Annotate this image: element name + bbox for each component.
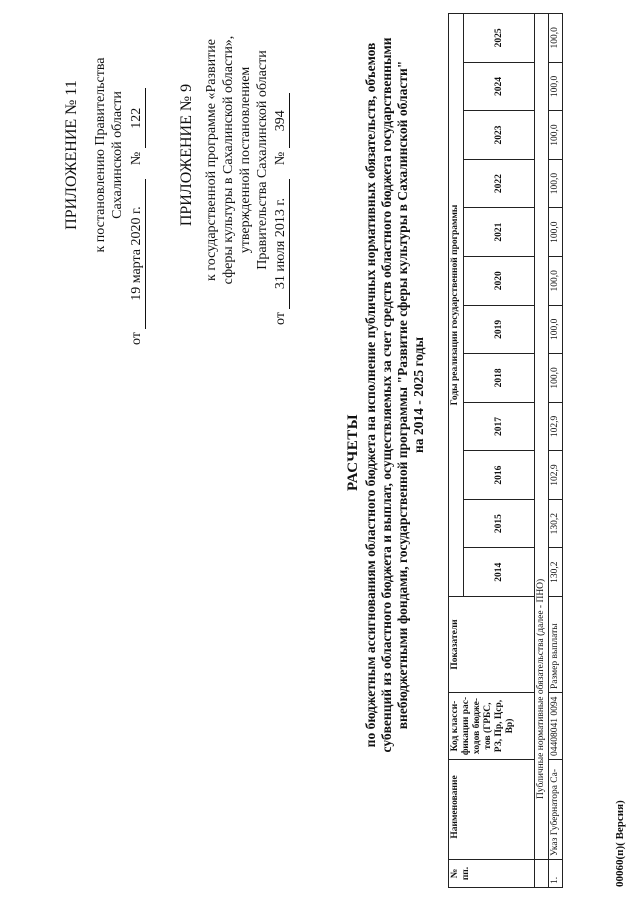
row-value: 102,9 xyxy=(549,402,563,451)
header-years-group: Годы реализации государственной программы xyxy=(449,14,464,597)
row-indicator: Размер выплаты xyxy=(549,597,563,693)
document-title: РАСЧЕТЫ xyxy=(345,413,361,492)
subtitle-line: субвенций из областного бюджета и выплат, осуществляемых за счет средств областного бюджета государственными xyxy=(379,37,394,753)
table-row xyxy=(549,14,563,888)
row-value: 130,2 xyxy=(549,499,563,548)
appendix-11-no-label: № xyxy=(129,151,144,166)
calculation-table xyxy=(448,13,563,888)
row-value: 100,0 xyxy=(549,14,563,63)
year-header: 2022 xyxy=(464,159,535,208)
row-code: 04408041 0094 xyxy=(549,693,563,760)
year-header: 2025 xyxy=(464,14,535,63)
appendix-11-line1: к постановлению Правительства xyxy=(93,57,108,253)
table-section-row xyxy=(535,14,549,888)
row-value: 100,0 xyxy=(549,256,563,305)
appendix-11-date-line xyxy=(128,5,146,345)
appendix-11-line2: Сахалинской области xyxy=(110,91,125,219)
subtitle-line: внебюджетными фондами, государственной программы "Развитие сферы культуры в Сахалинской области" xyxy=(395,60,410,730)
row-num: 1. xyxy=(549,860,563,888)
year-header: 2019 xyxy=(464,305,535,354)
section-empty-cell xyxy=(535,860,549,888)
row-value: 100,0 xyxy=(549,354,563,403)
header-indicators: Показатели xyxy=(449,597,535,693)
appendix-9-title: ПРИЛОЖЕНИЕ № 9 xyxy=(178,83,195,227)
row-value: 130,2 xyxy=(549,548,563,597)
year-header: 2014 xyxy=(464,548,535,597)
appendix-9-date: 31 июля 2013 г. xyxy=(272,179,290,309)
section-label: Публичные нормативные обязательства (далее - ПНО) xyxy=(535,14,549,860)
row-value: 102,9 xyxy=(549,451,563,500)
year-header: 2020 xyxy=(464,256,535,305)
year-header: 2017 xyxy=(464,402,535,451)
year-header: 2018 xyxy=(464,354,535,403)
document-subtitle xyxy=(363,35,427,755)
row-value: 100,0 xyxy=(549,62,563,111)
appendix-11-number: 122 xyxy=(128,88,146,148)
row-value: 100,0 xyxy=(549,159,563,208)
subtitle-line: по бюджетным ассигнованиям областного бюджета на исполнение публичных нормативных обязательств, объемов xyxy=(363,42,378,748)
appendix-9-date-line xyxy=(272,5,290,325)
year-header: 2015 xyxy=(464,499,535,548)
header-name: Наименование xyxy=(449,760,535,860)
appendix-9-line2: сферы культуры в Сахалинской области», xyxy=(221,35,236,285)
row-value: 100,0 xyxy=(549,208,563,257)
appendix-11-date: 19 марта 2020 г. xyxy=(128,179,146,329)
year-header: 2023 xyxy=(464,111,535,160)
subtitle-line: на 2014 - 2025 годы xyxy=(411,336,426,454)
appendix-9-no-label: № xyxy=(273,151,288,166)
appendix-9-line4: Правительства Сахалинской области xyxy=(255,50,270,270)
year-header: 2024 xyxy=(464,62,535,111)
appendix-9-number: 394 xyxy=(272,93,290,148)
year-header: 2016 xyxy=(464,451,535,500)
row-value: 100,0 xyxy=(549,111,563,160)
footer-version: 00060(п)( Версия) xyxy=(614,800,626,887)
table-header-row xyxy=(449,14,464,888)
header-code: Код класси-фикации рас-ходов бюдже-тов (ГРБС, РЗ, Пр, Цср, Вр) xyxy=(449,693,535,760)
appendix-11-from: от xyxy=(129,332,144,345)
appendix-9-line1: к государственной программе «Развитие xyxy=(204,39,219,281)
row-name: Указ Губернатора Са- xyxy=(549,760,563,860)
appendix-9-line3: утвержденной постановлением xyxy=(238,66,253,254)
appendix-11-title: ПРИЛОЖЕНИЕ № 11 xyxy=(63,80,80,230)
appendix-9-from: от xyxy=(273,312,288,325)
year-header: 2021 xyxy=(464,208,535,257)
row-value: 100,0 xyxy=(549,305,563,354)
header-num: № пп. xyxy=(449,860,535,888)
